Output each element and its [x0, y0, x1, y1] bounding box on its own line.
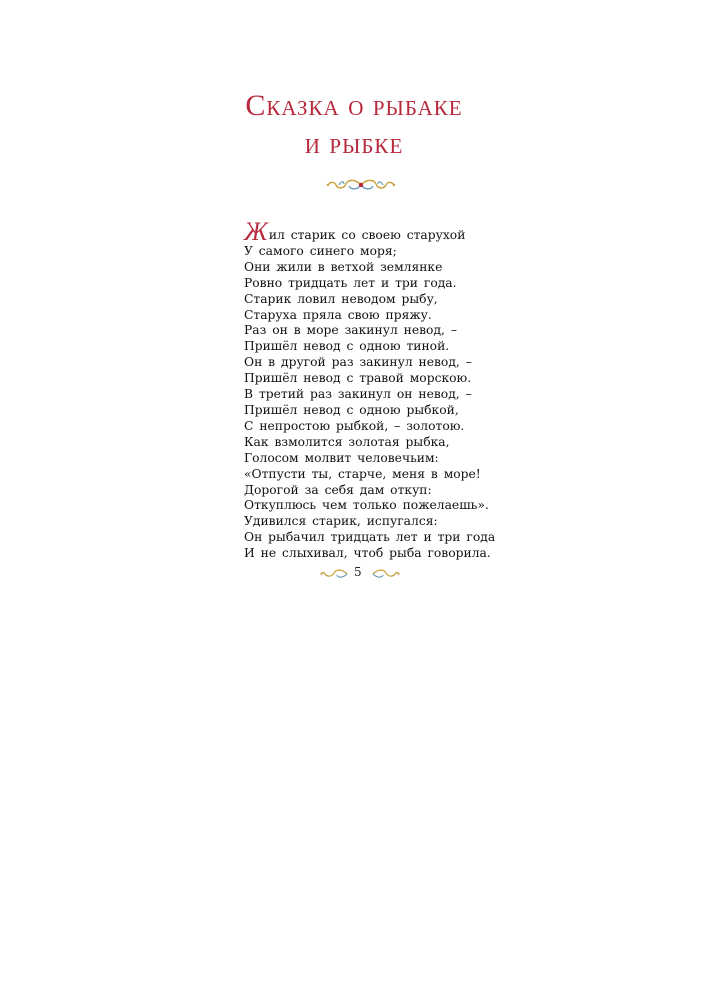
poem-line: У самого синего моря;	[244, 243, 397, 258]
page-number: 5	[354, 565, 362, 579]
poem-line: Откуплюсь чем только пожелаешь».	[244, 498, 489, 513]
flourish-left-icon	[320, 568, 348, 580]
book-title-line-1: Сказка о рыбаке	[245, 89, 463, 122]
poem-line: Он в другой раз закинул невод, –	[244, 355, 472, 370]
poem-line: Удивился старик, испугался:	[244, 514, 438, 529]
poem-line: Пришёл невод с одною рыбкой,	[244, 402, 459, 417]
poem-line: Старик ловил неводом рыбу,	[244, 291, 438, 306]
poem-line: Он рыбачил тридцать лет и три года	[244, 530, 496, 545]
poem-line: Старуха пряла свою пряжу.	[244, 307, 432, 322]
poem-line: В третий раз закинул он невод, –	[244, 387, 472, 402]
poem-line: Дорогой за себя дам откуп:	[244, 482, 432, 497]
poem-line: Раз он в море закинул невод, –	[244, 323, 457, 338]
poem-line: Голосом молвит человечьим:	[244, 450, 439, 465]
poem-first-line-text: ил старик со своею старухой	[268, 228, 466, 242]
poem-line: С непростою рыбкой, – золотою.	[244, 418, 465, 433]
poem-text	[244, 217, 534, 562]
poem-line: «Отпусти ты, старче, меня в море!	[244, 466, 481, 481]
poem-line	[244, 217, 534, 246]
poem-line: Ровно тридцать лет и три года.	[244, 275, 457, 290]
poem-line: Они жили в ветхой землянке	[244, 259, 443, 274]
poem-line: Пришёл невод с травой морскою.	[244, 371, 472, 386]
poem-line: И не слыхивал, чтоб рыба говорила.	[244, 546, 491, 561]
book-title-line-2: и рыбке	[304, 127, 404, 160]
drop-cap: Ж	[244, 217, 268, 246]
floral-ornament-icon	[326, 178, 396, 192]
flourish-right-icon	[372, 568, 400, 580]
poem-line: Пришёл невод с одною тиной.	[244, 339, 450, 354]
poem-line: Как взмолится золотая рыбка,	[244, 434, 450, 449]
